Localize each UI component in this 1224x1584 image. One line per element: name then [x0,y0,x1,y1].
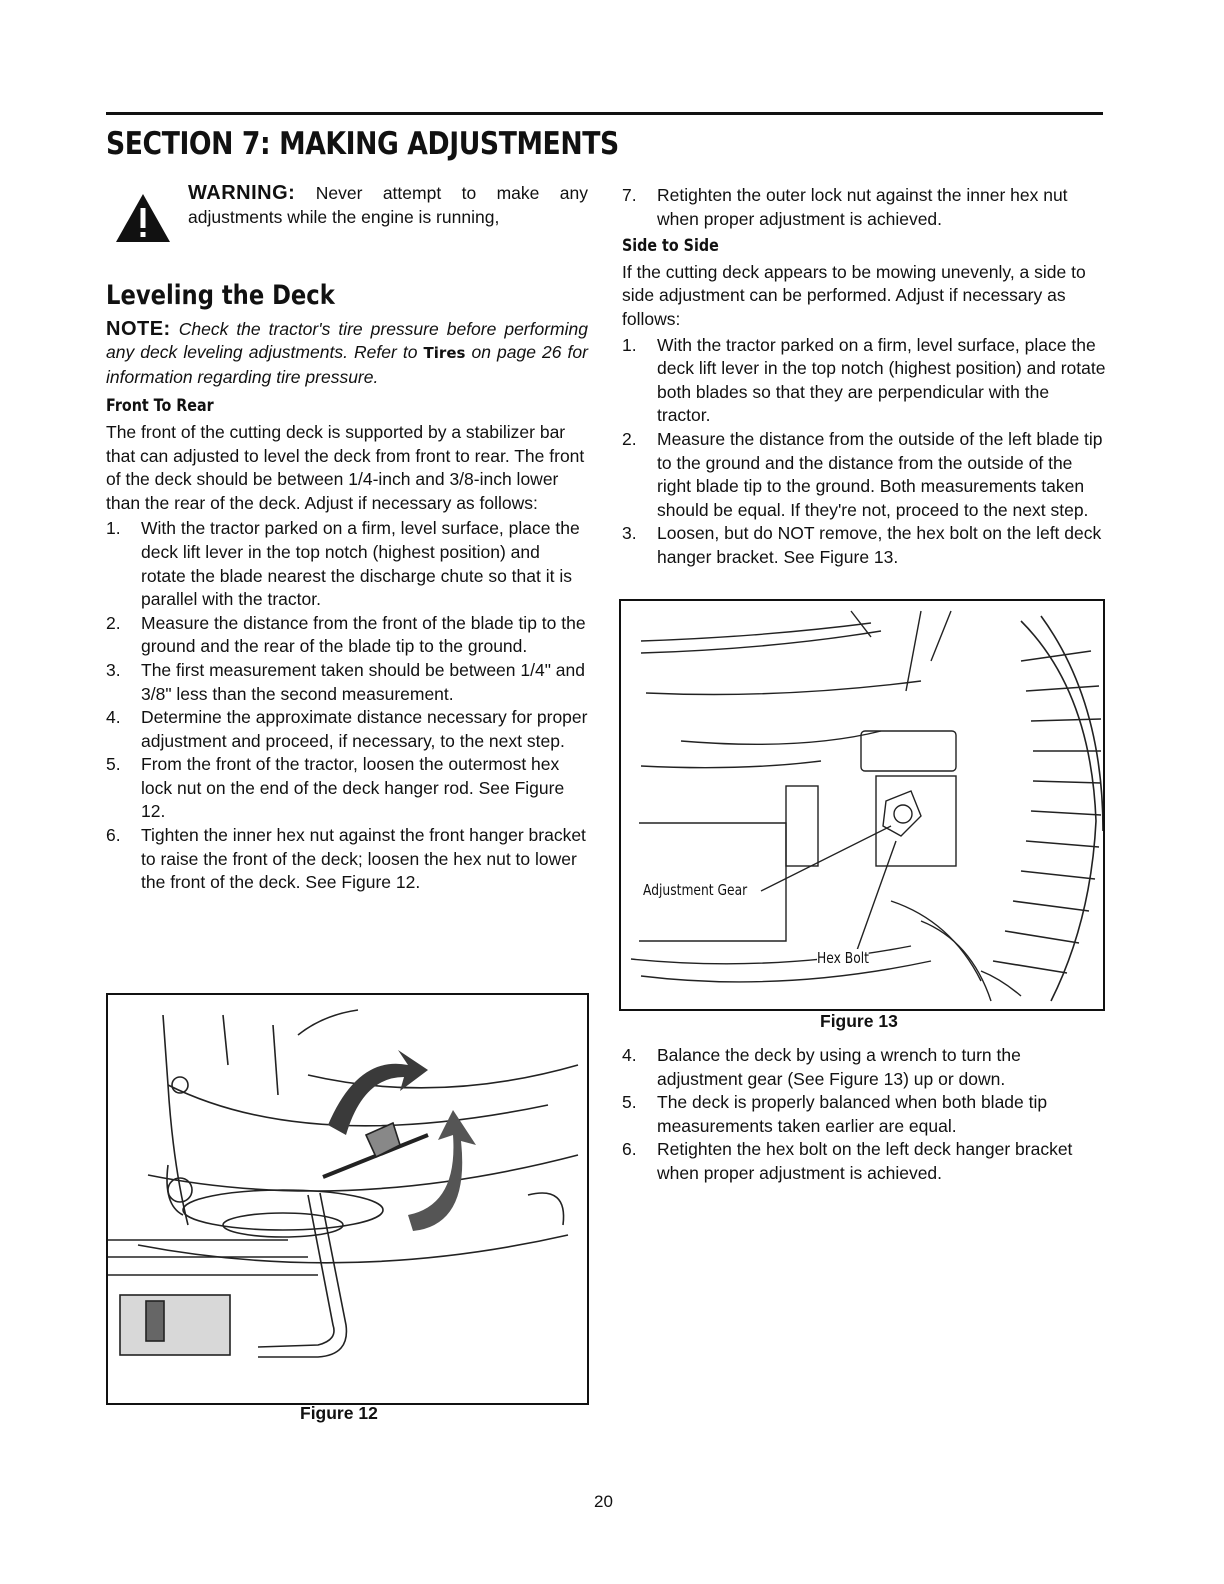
list-item: 3. Loosen, but do NOT remove, the hex bolt on the left deck hanger bracket. See Figure 13. [622,523,1102,567]
list-item: 5. From the front of the tractor, loosen the outermost hex lock nut on the end of the deck hanger rod. See Figure 12. [106,754,565,822]
side-to-side-steps-continued [622,1044,1106,1186]
warning-text [188,182,588,229]
list-item: 1. With the tractor parked on a firm, level surface, place the deck lift lever in the top notch (highest position) and rotate the blade nearest the discharge chute so that it is parallel with the tractor. [106,518,580,610]
side-to-side-heading: Side to Side [622,236,719,257]
deck-hanger-bracket-drawing [621,601,1103,1009]
note-label: NOTE: [106,317,171,340]
front-to-rear-heading: Front To Rear [106,396,214,417]
list-item: 4. Balance the deck by using a wrench to turn the adjustment gear (See Figure 13) up or down. [622,1045,1021,1089]
list-item: 5. The deck is properly balanced when both blade tip measurements taken earlier are equal. [622,1092,1048,1136]
hex-bolt-label: Hex Bolt [817,949,869,967]
list-item: 2. Measure the distance from the front of the blade tip to the ground and the rear of the blade tip to the ground. [106,612,586,657]
side-to-side-steps [622,334,1106,570]
list-item: 6. Retighten the hex bolt on the left deck hanger bracket when proper adjustment is achieved. [622,1139,1073,1183]
note-text-before: Check the tractor's tire pressure before performing any deck leveling adjustments. Refer to [106,318,588,363]
right-column [622,182,1106,570]
leveling-heading: Leveling the Deck [106,280,335,311]
side-to-side-intro: If the cutting deck appears to be mowing unevenly, a side to side adjustment can be performed. Adjust if necessary as follows: [622,261,1086,329]
page-number: 20 [594,1492,613,1511]
list-item: 6. Tighten the inner hex nut against the front hanger bracket to raise the front of the deck; loosen the hex nut to lower the front of the deck. See Figure 12. [106,825,586,893]
list-item: 1. With the tractor parked on a firm, level surface, place the deck lift lever in the top notch (highest position) and rotate both blades so that they are perpendicular with the tractor. [622,334,1106,426]
list-item: 4. Determine the approximate distance necessary for proper adjustment and proceed, if necessary, to the next step. [106,707,588,751]
front-to-rear-intro: The front of the cutting deck is supported by a stabilizer bar that can adjusted to level the deck from front to rear. The front of the deck should be between 1/4-inch and 3/8-inch lower than the rear of the deck. Adjust if necessary as follows: [106,421,585,513]
warning-label: WARNING: [188,182,296,204]
list-item: 3. The first measurement taken should be between 1/4" and 3/8" less than the second measurement. [106,659,585,704]
figure-13-illustration [619,599,1105,1011]
left-column [106,182,588,895]
front-to-rear-steps [106,517,588,895]
figure-12-illustration [106,993,589,1405]
adjustment-gear-label: Adjustment Gear [643,881,748,899]
figure-12-caption: Figure 12 [300,1403,378,1423]
warning-message: Never attempt to make any adjustments while the engine is running, [188,183,588,227]
note-tires-reference: Tires [423,344,466,363]
note-text-after: on page 26 for information regarding tire pressure. [106,342,588,387]
section-rule [106,112,1103,115]
front-to-rear-steps-continued [622,184,1106,231]
list-item: 7. Retighten the outer lock nut against the inner hex nut when proper adjustment is achieved. [622,185,1068,229]
right-column-continued [622,1042,1106,1186]
warning-triangle-icon [114,192,172,244]
deck-hanger-rod-drawing [108,995,587,1403]
figure-13-caption: Figure 13 [820,1011,898,1031]
warning-block [106,182,588,266]
list-item: 2. Measure the distance from the outside of the left blade tip to the ground and the distance from the outside of the right blade tip to the ground. Both measurements taken should be equal. If they're not, proceed to the next step. [622,428,1103,520]
section-title: SECTION 7: MAKING ADJUSTMENTS [106,126,619,162]
note-block [106,318,588,390]
